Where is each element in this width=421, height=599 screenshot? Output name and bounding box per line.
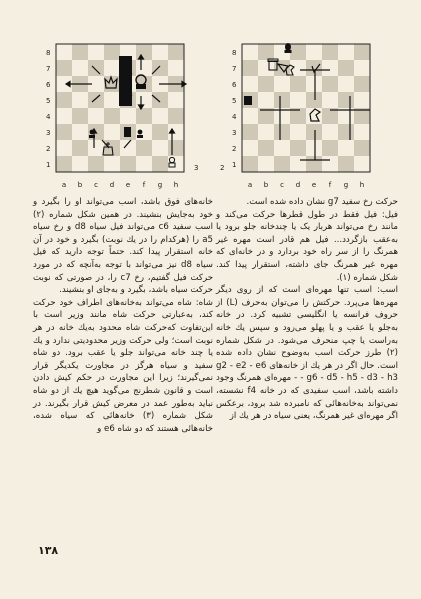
rank-label: 7 (232, 65, 237, 73)
board-square (72, 44, 88, 60)
board-square (354, 156, 370, 172)
board-square (104, 60, 120, 76)
board-square (152, 124, 168, 140)
board-square (88, 108, 104, 124)
board-square (88, 92, 104, 108)
rank-label: 1 (232, 161, 237, 169)
rank-label: 8 (46, 49, 51, 57)
board-square (242, 140, 258, 156)
board-square (56, 92, 72, 108)
board-square (104, 124, 120, 140)
chess-diagram-left (44, 40, 199, 189)
board-square (306, 140, 322, 156)
file-label: g (343, 181, 349, 189)
board-square (72, 124, 88, 140)
board-square (338, 92, 354, 108)
board-square (152, 60, 168, 76)
board-square (290, 156, 306, 172)
rank-label: 5 (232, 97, 237, 105)
board-square (274, 76, 290, 92)
board-square (322, 140, 338, 156)
file-label: f (142, 181, 146, 189)
board-square (72, 140, 88, 156)
board-square (274, 156, 290, 172)
board-square (56, 140, 72, 156)
chess-diagram-right (220, 40, 380, 189)
board-square (242, 156, 258, 172)
files-right (242, 181, 370, 189)
board-square (56, 108, 72, 124)
board-square (136, 44, 152, 60)
board-square (258, 44, 274, 60)
board-square (136, 156, 152, 172)
board-square (306, 92, 322, 108)
board-square (338, 44, 354, 60)
board-square (136, 60, 152, 76)
board-square (258, 124, 274, 140)
board-square (274, 92, 290, 108)
board-square (56, 156, 72, 172)
board-square (258, 140, 274, 156)
file-label: h (173, 181, 179, 189)
paragraph: شاه: شاه می‌تواند به‌خانه‌های اطراف خود حرکت کند، به‌عبارتی حرکت شاه مانند وزیر است با این‌تفاوت که‌حرکت شاه محدود به‌یك خانه در هر نوبت است؛ ولی حرکت وزیر محدودیتی ندارد و یك یا چند خانه می‌تواند جلو یا عقب برود. دو شاه سفید و سیاه هرگز در مجاورت یکدیگر قرار نمی‌گیرند؛ زیرا این مجاورت در حکم کیش دادن است و قانون شطرنج می‌گوید هیچ یك از دو شاه نباید به‌طور عمد در معرض کیش قرار بگیرند. در شکل شماره (۳) خانه‌هائی که سیاه شده، خانه‌هائی هستند که دو شاه e6 و (33, 297, 213, 434)
board-square (274, 124, 290, 140)
board-square (168, 92, 184, 108)
rook-black-icon (244, 96, 252, 105)
board-square (322, 156, 338, 172)
board-square (168, 60, 184, 76)
files-left (56, 181, 184, 189)
board-square (136, 108, 152, 124)
page-number: ۱۳۸ (38, 544, 59, 557)
board-square (104, 156, 120, 172)
board-square (120, 108, 136, 124)
figure-number-right: 2 (220, 164, 225, 172)
rank-label: 4 (46, 113, 51, 121)
board-square (306, 124, 322, 140)
board-square (88, 140, 104, 156)
file-label: a (247, 181, 253, 189)
board-square (88, 44, 104, 60)
board-square (242, 60, 258, 76)
file-label: e (311, 181, 317, 189)
board-square (242, 108, 258, 124)
board-square (152, 108, 168, 124)
board-square (104, 44, 120, 60)
rank-label: 6 (46, 81, 51, 89)
board-square (242, 124, 258, 140)
board-square (322, 60, 338, 76)
file-label: b (263, 181, 269, 189)
rank-label: 8 (232, 49, 237, 57)
board-square (72, 108, 88, 124)
right-text-column (216, 196, 398, 586)
board-square (136, 140, 152, 156)
board-square (152, 140, 168, 156)
board-square (322, 92, 338, 108)
board-square (354, 124, 370, 140)
board-square (338, 140, 354, 156)
board-square (242, 44, 258, 60)
board-square (354, 44, 370, 60)
board-square (290, 140, 306, 156)
board-square (354, 140, 370, 156)
paragraph: اسب: اسب تنها مهره‌ای است که از روی دیگر مهره‌ها می‌پرد. حرکتش را می‌توان به‌حرف (L) از حروف فرانسه یا انگلیسی تشبیه کرد. در خانه به‌جلو یا عقب و یا پهلو می‌رود و سپس یك خانه به‌راست یا چپ منحرف می‌شود. در شکل شماره (۲) طرز حرکت اسب به‌وضوح نشان داده شده است. حال اگر در هر یك از خانه‌های g2 - e2 - e6 - g6 - d5 - h5 - d3 - h3 - مهره‌ای همرنگ وجود داشته باشد، اسب سفیدی که در خانه f4 نشسته، نمی‌تواند به‌خانه‌هائی که نامبرده شد برود، برعکس اگر مهره‌ای غیر همرنگ، یعنی سیاه در هر یك از (216, 285, 399, 422)
rank-label: 2 (46, 145, 51, 153)
file-label: d (295, 181, 301, 189)
board-square (338, 124, 354, 140)
board-square (242, 76, 258, 92)
board-square (290, 76, 306, 92)
board-square (104, 108, 120, 124)
paragraph: حرکت رخ سفید g7 نشان داده شده است. (246, 197, 398, 207)
rank-label: 4 (232, 113, 237, 121)
file-label: g (157, 181, 163, 189)
board-square (152, 156, 168, 172)
board-square (72, 60, 88, 76)
paragraph: خانه‌های فوق باشد، اسب می‌تواند او را بگیرد و خود به‌جایش بنشیند. در همین شکل شماره (۲) اسب سفید c6 می‌تواند فیل سیاه d8 و رخ سیاه a5 را (هرکدام را در یك نوبت) بگیرد و خود در آن خانه استقرار پیدا کند. حتماً توجه دارید که فیل سیاه d8 نیز می‌تواند با توجه به‌آنچه که در مورد حرکت فیل گفتیم، رخ c7 را، در صورتی که نوبت حرکت سیاه باشد، بگیرد و به‌جای او بنشیند. (33, 197, 214, 296)
board-square (258, 92, 274, 108)
board-square (274, 140, 290, 156)
board-square (322, 44, 338, 60)
board-square (120, 140, 136, 156)
file-label: b (77, 181, 83, 189)
board-square (72, 156, 88, 172)
board-square (322, 76, 338, 92)
board-square (56, 124, 72, 140)
board-square (258, 156, 274, 172)
board-square (338, 60, 354, 76)
board-square (338, 156, 354, 172)
chessboard-right (230, 40, 380, 180)
rank-label: 3 (232, 129, 237, 137)
file-label: e (125, 181, 131, 189)
black-bar (119, 56, 132, 106)
board-square (72, 92, 88, 108)
board-square (306, 156, 322, 172)
file-label: d (109, 181, 115, 189)
board-square (168, 44, 184, 60)
board-square (258, 60, 274, 76)
board-square (354, 60, 370, 76)
board-square (258, 76, 274, 92)
board-square (306, 60, 322, 76)
board-square (306, 76, 322, 92)
board-square (290, 44, 306, 60)
board-square (104, 92, 120, 108)
board-square (152, 44, 168, 60)
rank-label: 6 (232, 81, 237, 89)
board-square (290, 92, 306, 108)
board-square (88, 60, 104, 76)
board-square (306, 44, 322, 60)
board-square (322, 124, 338, 140)
rank-label: 3 (46, 129, 51, 137)
board-square (56, 60, 72, 76)
board-square (168, 140, 184, 156)
rank-label: 5 (46, 97, 51, 105)
file-label: f (328, 181, 332, 189)
figure-number-left: 3 (194, 164, 199, 172)
file-label: c (280, 181, 284, 189)
board-square (152, 92, 168, 108)
chessboard-left (44, 40, 194, 180)
board-square (354, 76, 370, 92)
file-label: h (359, 181, 365, 189)
board-square (168, 108, 184, 124)
board-square (354, 92, 370, 108)
board-square (88, 156, 104, 172)
board-square (338, 76, 354, 92)
board-square (120, 156, 136, 172)
file-label: c (94, 181, 98, 189)
paragraph: فیل: فیل فقط در طول قطرها حرکت می‌کند و مانند رخ می‌تواند هربار یک یا چندخانه جلو برود یا به‌عقب بازگردد... فیل هم قادر است مهره غیر همرنگ را از سر راه خود بردارد و در خانه‌ای که مهره غیر همرنگ جای داشته، استقرار پیدا کند. شکل شماره (۱). (216, 209, 398, 283)
board-square (290, 124, 306, 140)
rank-label: 1 (46, 161, 51, 169)
left-text-column (33, 196, 213, 544)
rank-label: 7 (46, 65, 51, 73)
board-square (56, 44, 72, 60)
rank-label: 2 (232, 145, 237, 153)
file-label: a (61, 181, 67, 189)
